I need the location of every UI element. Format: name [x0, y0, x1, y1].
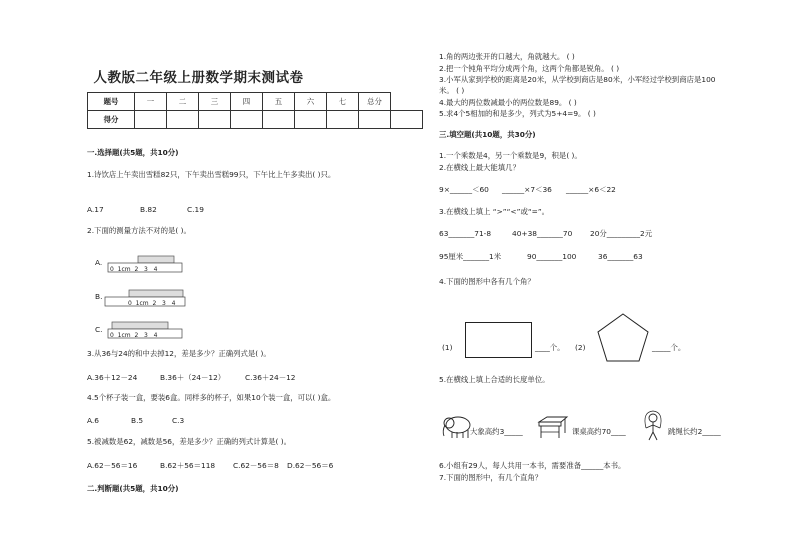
score-header-label: 题号	[88, 93, 135, 111]
score-cell[interactable]	[359, 111, 391, 129]
section-choice-heading: 一.选择题(共5题，共10分)	[87, 148, 179, 157]
score-cell[interactable]	[199, 111, 231, 129]
ruler-a-label: A.	[95, 258, 103, 267]
question-5: 5.被减数是62，减数是56，差是多少？正确的列式计算是( )。	[87, 437, 291, 446]
score-col: 一	[135, 93, 167, 111]
section-fill-heading: 三.填空题(共10题，共30分)	[439, 130, 536, 139]
judge-4: 4.最大的两位数减最小的两位数是89。 ( )	[439, 98, 577, 107]
q4-option-c[interactable]: C.3	[172, 416, 185, 425]
elephant-icon	[441, 414, 473, 440]
score-cell[interactable]	[231, 111, 263, 129]
score-cell[interactable]	[263, 111, 295, 129]
judge-1: 1.角的两边张开的口越大，角就越大。 ( )	[439, 52, 575, 61]
q1-option-b[interactable]: B.82	[140, 205, 157, 214]
fill-3-row2-item-3[interactable]: 36_______63	[598, 252, 643, 261]
fill-2-item-1[interactable]: 9×______＜60	[439, 185, 489, 194]
q4-option-b[interactable]: B.5	[131, 416, 144, 425]
score-col: 六	[295, 93, 327, 111]
section-judge-heading: 二.判断题(共5题，共10分)	[87, 484, 179, 493]
page-title: 人教版二年级上册数学期末测试卷	[93, 70, 304, 86]
q4-option-a[interactable]: A.6	[87, 416, 99, 425]
score-cell[interactable]	[135, 111, 167, 129]
fill-3-row1-item-1[interactable]: 63_______71-8	[439, 229, 492, 238]
judge-5: 5.求4个5相加的和是多少，列式为5+4=9。 ( )	[439, 109, 596, 118]
question-4: 4.5个杯子装一盒，要装6盒。同样多的杯子，如果10个装一盒，可以( )盒。	[87, 393, 336, 402]
fill-4-b-label: (2)	[575, 343, 586, 352]
score-col: 五	[263, 93, 295, 111]
fill-3-row2-item-2[interactable]: 90_______100	[527, 252, 577, 261]
score-col: 七	[327, 93, 359, 111]
q3-option-b[interactable]: B.36＋（24－12）	[160, 373, 226, 382]
desk-icon	[537, 416, 569, 440]
ruler-c-ticks: 0 1cm 2 3 4	[110, 332, 158, 339]
fill-5: 5.在横线上填上合适的长度单位。	[439, 375, 550, 384]
q5-option-b[interactable]: B.62＋56＝118	[160, 461, 216, 470]
score-col: 三	[199, 93, 231, 111]
fill-2: 2.在横线上最大能填几？	[439, 163, 520, 172]
fill-3-row2-item-1[interactable]: 95厘米_______1米	[439, 252, 502, 261]
q3-option-a[interactable]: A.36＋12－24	[87, 373, 138, 382]
score-table	[87, 92, 423, 129]
ruler-a-ticks: 0 1cm 2 3 4	[110, 266, 158, 273]
fill-3-row1-item-2[interactable]: 40+38_______70	[512, 229, 573, 238]
fill-3-row1-item-3[interactable]: 20分_________2元	[590, 229, 653, 238]
q5-option-c[interactable]: C.62－56＝8	[233, 461, 279, 470]
score-cell[interactable]	[327, 111, 359, 129]
fill-4-b-blank[interactable]: _____个。	[652, 343, 686, 352]
q5-option-d[interactable]: D.62－56＝6	[287, 461, 334, 470]
q5-option-a[interactable]: A.62－56＝16	[87, 461, 138, 470]
q1-option-a[interactable]: A.17	[87, 205, 104, 214]
judge-2: 2.把一个钝角平均分成两个角，这两个角都是锐角。 ( )	[439, 64, 620, 73]
question-1: 1.诗饮店上午卖出雪糕82只，下午卖出雪糕99只，下午比上午多卖出( )只。	[87, 170, 336, 179]
score-cell[interactable]	[391, 111, 423, 129]
rectangle-figure	[465, 322, 535, 362]
judge-3-cont: 米。 ( )	[439, 86, 465, 95]
score-col: 二	[167, 93, 199, 111]
fill-3: 3.在横线上填上 “>”“<”或“=”。	[439, 207, 550, 216]
q1-option-c[interactable]: C.19	[187, 205, 204, 214]
question-2: 2.下面的测量方法不对的是( )。	[87, 226, 191, 235]
fill-5-elephant[interactable]: 大象高约3_____	[470, 427, 523, 436]
jump-rope-icon	[641, 412, 667, 442]
fill-5-desk[interactable]: 课桌高约70____	[572, 427, 626, 436]
ruler-b-ticks: 0 1cm 2 3 4	[128, 300, 176, 307]
judge-3: 3.小军从家到学校的距离是20米，从学校到商店是80米，小军经过学校到商店是100	[439, 75, 716, 84]
fill-4-a-blank[interactable]: ____个。	[535, 343, 565, 352]
fill-4: 4.下面的图形中各有几个角？	[439, 277, 535, 286]
score-col: 总分	[359, 93, 391, 111]
ruler-c-label: C.	[95, 325, 103, 334]
fill-6: 6.小组有29人，每人共用一本书，需要准备______本书。	[439, 461, 626, 470]
fill-2-item-2[interactable]: ______×7＜36	[502, 185, 552, 194]
score-col: 四	[231, 93, 263, 111]
fill-5-rope[interactable]: 跳绳长约2_____	[668, 427, 721, 436]
score-row-label: 得分	[88, 111, 135, 129]
pentagon-figure	[596, 313, 650, 363]
fill-7: 7.下面的图形中，有几个直角？	[439, 473, 543, 482]
score-cell[interactable]	[295, 111, 327, 129]
ruler-b-label: B.	[95, 292, 103, 301]
score-cell[interactable]	[167, 111, 199, 129]
q3-option-c[interactable]: C.36＋24－12	[245, 373, 296, 382]
fill-2-item-3[interactable]: ______×6＜22	[566, 185, 616, 194]
fill-1: 1.一个乘数是4，另一个乘数是9，积是( )。	[439, 151, 582, 160]
question-3: 3.从36与24的和中去掉12，差是多少？正确列式是( )。	[87, 349, 271, 358]
fill-4-a-label: (1)	[442, 343, 453, 352]
